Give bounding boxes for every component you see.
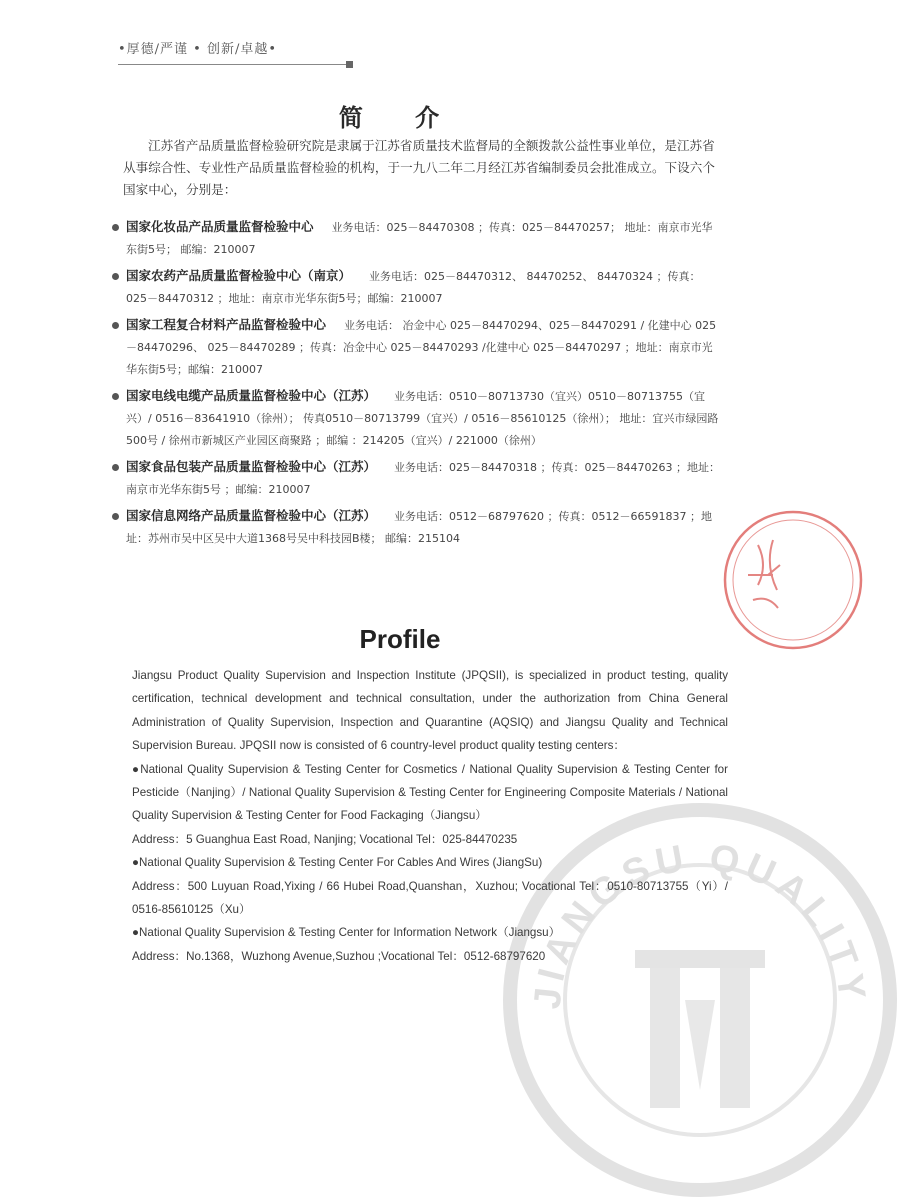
header-rule	[118, 64, 348, 65]
center-name: 国家工程复合材料产品监督检验中心	[126, 317, 327, 332]
center-details: 业务电话： 冶金中心 025－84470294、025－84470291 / 化建中心 025－84470296、 025－84470289 ；传真：冶金中心 025－84470293 /化建中心 025－84470297 ；地址：南京市光华东街5号；邮编：210007	[126, 319, 717, 376]
center-name: 国家食品包装产品质量监督检验中心（江苏）	[126, 459, 377, 474]
cn-title: 简 介	[338, 104, 462, 132]
en-paragraph: Address：No.1368，Wuzhong Avenue,Suzhou ;Vocational Tel：0512-68797620	[132, 949, 546, 963]
bullet-dot-icon	[112, 513, 119, 520]
center-name: 国家农药产品质量监督检验中心（南京）	[126, 268, 352, 283]
cn-intro-paragraph: 江苏省产品质量监督检验研究院是隶属于江苏省质量技术监督局的全额拨款公益性事业单位，是江苏省从事综合性、专业性产品质量监督检验的机构，于一九八二年二月经江苏省编制委员会批准成立。下设六个国家中心，分别是：	[123, 138, 715, 197]
center-details: 业务电话：0510－80713730（宜兴）0510－80713755（宜兴）/ 0516－83641910（徐州）； 传真0510－80713799（宜兴）/ 0516－85610125（徐州）； 地址：宜兴市绿园路500号 / 徐州市新城区产业园区商聚路 ；邮编 ：214205（宜兴）/ 221000（徐州）	[126, 390, 719, 447]
header-motto: •厚德/严谨 • 创新/卓越•	[118, 42, 278, 57]
center-name: 国家化妆品产品质量监督检验中心	[126, 219, 314, 234]
center-item	[112, 265, 720, 310]
center-item	[112, 456, 720, 501]
center-item	[112, 216, 720, 261]
svg-text:JIANGSU QUALITY: JIANGSU QUALITY	[526, 836, 874, 1011]
en-paragraph: ●National Quality Supervision & Testing Center for Cosmetics / National Quality Supervision & Testing Center for Pesticide（Nanjing）/ National Quality Supervision & Testing Center for Engineering Composite Materials / National Quality Supervision & Testing Center for Food Fackaging（Jiangsu）	[132, 762, 728, 823]
bullet-dot-icon	[112, 393, 119, 400]
center-details: 业务电话：025－84470308 ；传真：025－84470257； 地址：南京市光华东街5号； 邮编：210007	[126, 221, 713, 256]
header-square-mark	[346, 61, 353, 68]
center-list	[112, 216, 720, 554]
center-item	[112, 314, 720, 381]
center-name: 国家信息网络产品质量监督检验中心（江苏）	[126, 508, 377, 523]
en-paragraph: ●National Quality Supervision & Testing Center for Information Network（Jiangsu）	[132, 926, 561, 940]
bullet-dot-icon	[112, 322, 119, 329]
bullet-dot-icon	[112, 464, 119, 471]
en-paragraph: ●National Quality Supervision & Testing Center For Cables And Wires (JiangSu)	[132, 856, 543, 870]
bullet-dot-icon	[112, 224, 119, 231]
bullet-dot-icon	[112, 273, 119, 280]
en-paragraph: Address：5 Guanghua East Road, Nanjing; Vocational Tel：025-84470235	[132, 832, 518, 846]
center-details: 业务电话：0512－68797620 ；传真：0512－66591837 ；地址：苏州市吴中区吴中大道1368号吴中科技园B楼； 邮编：215104	[126, 510, 712, 545]
en-title: Profile	[359, 624, 441, 654]
center-item	[112, 385, 720, 452]
center-details: 业务电话：025－84470318 ；传真：025－84470263 ；地址：南京市光华东街5号 ；邮编：210007	[126, 461, 720, 496]
en-paragraph: Address：500 Luyuan Road,Yixing / 66 Hubei Road,Quanshan，Xuzhou; Vocational Tel：0510-80713755（Yi）/ 0516-85610125（Xu）	[132, 879, 728, 917]
en-body	[132, 664, 728, 968]
cn-intro	[123, 135, 718, 201]
center-details: 业务电话：025－84470312、 84470252、 84470324 ；传真：025－84470312 ；地址：南京市光华东街5号；邮编：210007	[126, 270, 701, 305]
en-paragraph: Jiangsu Product Quality Supervision and Inspection Institute (JPQSII), is specialized in product testing, quality certification, technical development and technical consultation, under the authorization from China General Administration of Quality Supervision, Inspection and Quarantine (AQSIQ) and Jiangsu Quality and Technical Supervision Bureau. JPQSII now is consisted of 6 country-level product quality testing centers：	[132, 669, 728, 753]
center-item	[112, 505, 720, 550]
center-name: 国家电线电缆产品质量监督检验中心（江苏）	[126, 388, 377, 403]
